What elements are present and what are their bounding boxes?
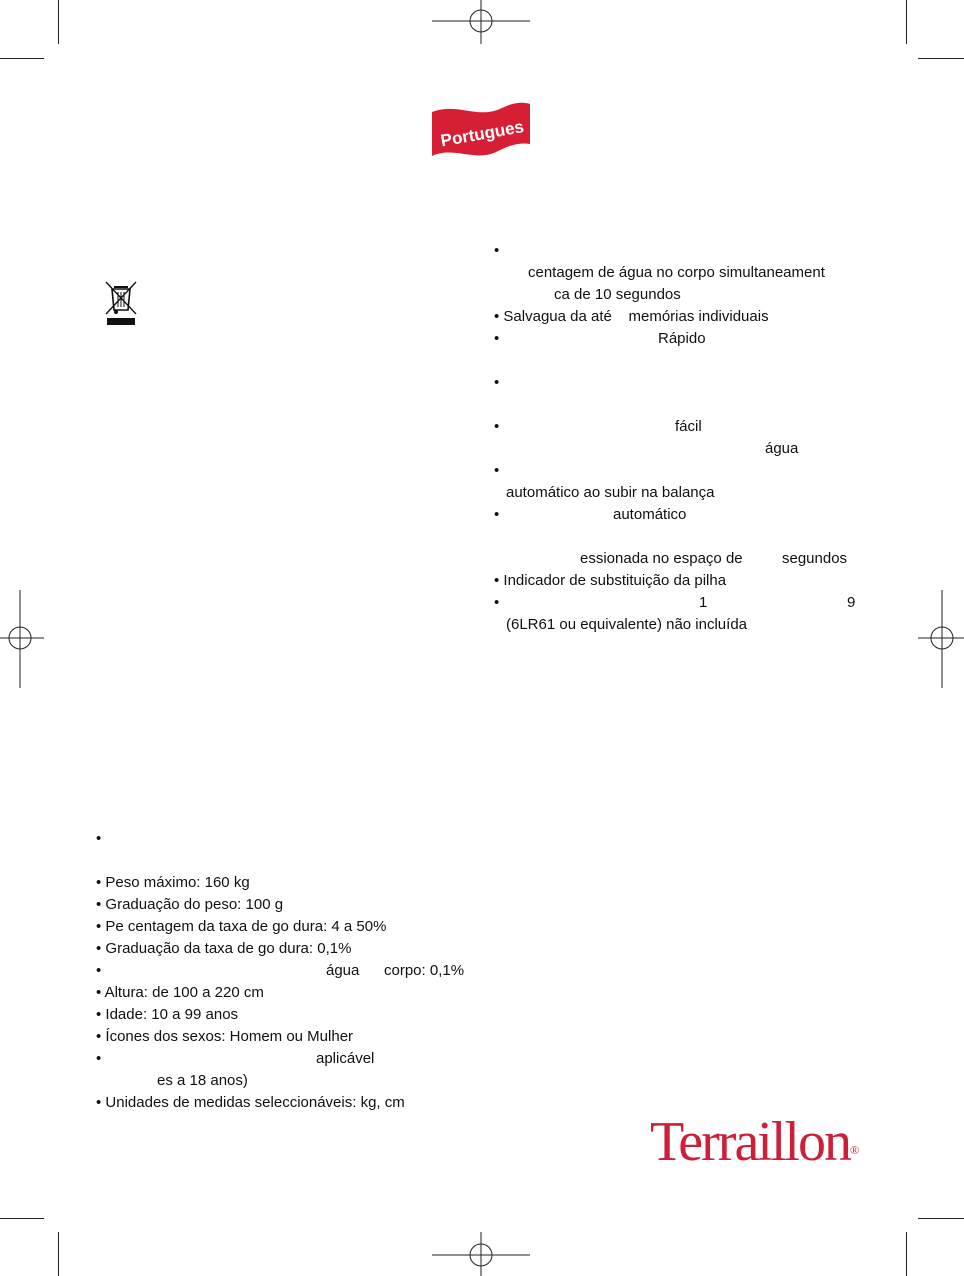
brand-logo bbox=[650, 1112, 859, 1172]
crop-mark bbox=[58, 0, 59, 44]
bullet-marker: • bbox=[494, 374, 500, 391]
spec-line: corpo: 0,1% bbox=[384, 962, 465, 979]
crop-mark bbox=[58, 1232, 59, 1276]
crop-mark bbox=[0, 58, 44, 59]
bullet-marker: • bbox=[494, 594, 500, 611]
feature-line: essionada no espaço de bbox=[580, 550, 743, 567]
feature-line: fácil bbox=[675, 418, 702, 435]
spec-line: • Graduação da taxa de go dura: 0,1% bbox=[96, 940, 352, 957]
spec-line: • Pe centagem da taxa de go dura: 4 a 50% bbox=[96, 918, 387, 935]
spec-line: • Peso máximo: 160 kg bbox=[96, 874, 250, 891]
spec-line: aplicável bbox=[316, 1050, 375, 1067]
feature-line: • Indicador de substituição da pilha bbox=[494, 572, 727, 589]
spec-line: • Graduação do peso: 100 g bbox=[96, 896, 284, 913]
registration-mark-icon bbox=[0, 590, 44, 688]
feature-line: • Salvagua da até memórias individuais bbox=[494, 308, 769, 325]
feature-line: automático bbox=[613, 506, 687, 523]
crop-mark bbox=[906, 0, 907, 44]
registration-mark-icon bbox=[918, 590, 964, 688]
registration-mark-icon bbox=[432, 1232, 530, 1276]
crop-mark bbox=[906, 1232, 907, 1276]
feature-line: Rápido bbox=[658, 330, 706, 347]
feature-line: ca de 10 segundos bbox=[554, 286, 681, 303]
bullet-marker: • bbox=[494, 242, 500, 259]
brand-name: Terraillon bbox=[650, 1111, 850, 1173]
bullet-marker: • bbox=[494, 462, 500, 479]
bullet-marker: • bbox=[96, 830, 102, 847]
spec-line: • Altura: de 100 a 220 cm bbox=[96, 984, 264, 1001]
feature-line: 1 bbox=[699, 594, 708, 611]
bullet-marker: • bbox=[96, 962, 102, 979]
bullet-marker: • bbox=[494, 418, 500, 435]
feature-line: 9 bbox=[847, 594, 856, 611]
crop-mark bbox=[918, 1218, 964, 1219]
feature-line: centagem de água no corpo simultaneament bbox=[528, 264, 825, 281]
bullet-marker: • bbox=[494, 506, 500, 523]
registration-mark-icon bbox=[432, 0, 530, 44]
registered-mark: ® bbox=[849, 1143, 860, 1157]
language-flag-label: Portugues bbox=[439, 117, 526, 151]
language-flag bbox=[428, 98, 534, 162]
feature-line: água bbox=[765, 440, 799, 457]
spec-line: es a 18 anos) bbox=[157, 1072, 248, 1089]
bullet-marker: • bbox=[494, 330, 500, 347]
feature-line: automático ao subir na balança bbox=[506, 484, 715, 501]
bullet-marker: • bbox=[96, 1050, 102, 1067]
crop-mark bbox=[0, 1218, 44, 1219]
spec-line: • Ícones dos sexos: Homem ou Mulher bbox=[96, 1028, 354, 1045]
spec-line: • Unidades de medidas seleccionáveis: kg, cm bbox=[96, 1094, 405, 1111]
feature-line: (6LR61 ou equivalente) não incluída bbox=[506, 616, 748, 633]
feature-line: segundos bbox=[782, 550, 848, 567]
spec-line: água bbox=[326, 962, 360, 979]
spec-line: • Idade: 10 a 99 anos bbox=[96, 1006, 239, 1023]
crossed-out-wheelie-bin-icon bbox=[104, 280, 138, 328]
crop-mark bbox=[918, 58, 964, 59]
